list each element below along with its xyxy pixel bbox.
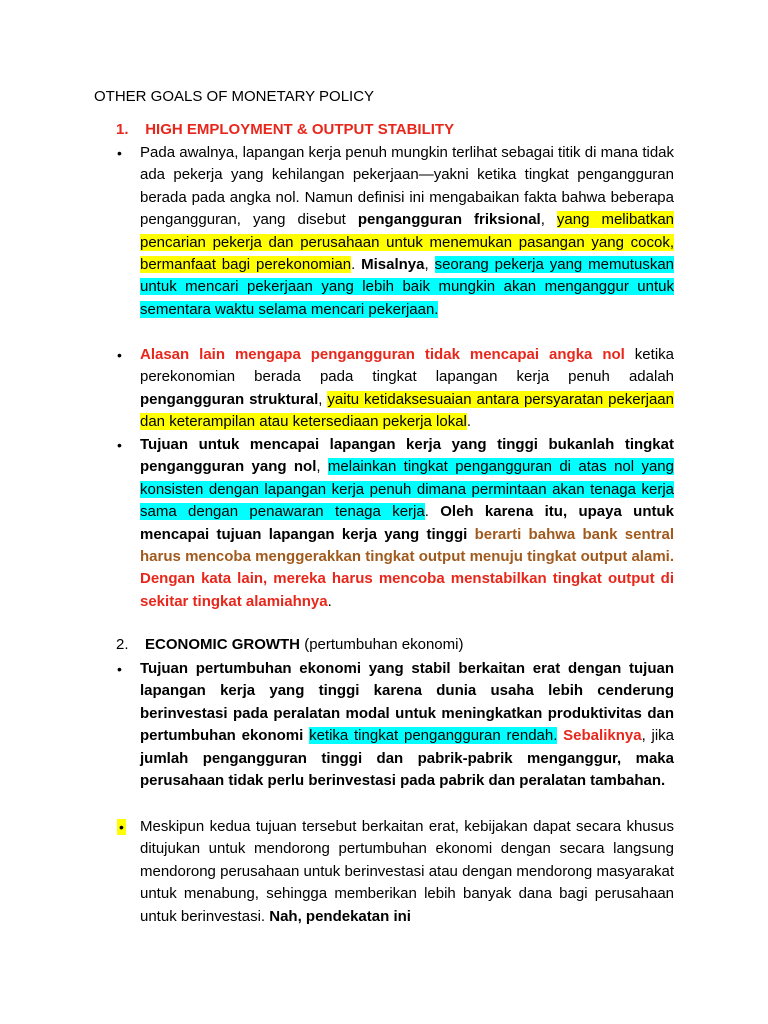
text-run: , — [540, 211, 557, 229]
text-bold: Tujuan pertumbuhan ekonomi yang stabil berkaitan erat dengan tujuan lapangan kerja yang tinggi karena dunia usaha lebih cenderung berinvestasi pada peralatan modal untuk meningkatkan produktivitas dan pertumbuhan ekonomi — [140, 660, 674, 745]
section-1-number: 1. — [116, 121, 129, 138]
bullet-marker: • — [117, 347, 122, 363]
bullet-marker: • — [117, 437, 122, 453]
section-2-title: ECONOMIC GROWTH — [145, 636, 301, 653]
section-1-heading — [116, 121, 454, 138]
text-run: . — [351, 256, 362, 274]
highlight-cyan: ketika tingkat pengangguran rendah. — [309, 727, 558, 745]
paragraph-frictional-unemployment — [140, 142, 674, 321]
highlight-cyan: seorang pekerja yang memutuskan untuk mencari pekerjaan yang lebih baik mungkin akan menganggur untuk sementara waktu selama mencari pekerjaan. — [140, 256, 675, 318]
text-run: . — [327, 592, 332, 610]
text-run: . — [466, 413, 472, 431]
text-bold: Nah, pendekatan ini — [269, 907, 411, 925]
bullet-symbol: • — [119, 819, 124, 835]
section-1-title: HIGH EMPLOYMENT & OUTPUT STABILITY — [145, 121, 455, 138]
text-run — [467, 526, 474, 543]
paragraph-structural-unemployment — [140, 344, 674, 434]
section-2-heading — [116, 636, 463, 653]
text-run: , — [318, 390, 328, 408]
paragraph-economic-growth — [140, 658, 674, 792]
text-red-bold: Alasan lain mengapa pengangguran tidak mencapai angka nol — [140, 346, 625, 363]
paragraph-high-employment-goal — [140, 434, 674, 613]
highlight-yellow: yaitu ketidaksesuaian antara persyaratan pekerjaan dan keterampilan atau ketersediaan pekerja lokal — [140, 390, 674, 431]
text-run: , jika — [641, 727, 675, 745]
bullet-marker: • — [117, 661, 122, 677]
document-title: OTHER GOALS OF MONETARY POLICY — [94, 88, 375, 105]
text-bold: jumlah pengangguran tinggi dan pabrik-pabrik menganggur, maka perusahaan tidak perlu berinvestasi pada pabrik dan peralatan tambahan. — [140, 749, 674, 790]
text-run: Pada awalnya, lapangan kerja penuh mungkin terlihat sebagai titik di mana tidak ada pekerja yang kehilangan pekerjaan—yakni ketika tingkat pengangguran berada pada angka nol. Namun definisi ini mengabaikan fakta bahwa beberapa pengangguran, yang disebut — [140, 144, 674, 229]
highlight-yellow: yang melibatkan pencarian pekerja dan perusahaan untuk menemukan pasangan yang cocok, bermanfaat bagi perekonomian — [140, 211, 674, 274]
text-run: ketika perekonomian berada pada tingkat lapangan kerja penuh adalah — [140, 346, 674, 386]
text-run: , — [424, 256, 435, 274]
section-2-number: 2. — [116, 636, 129, 653]
bullet-marker: • — [117, 145, 122, 161]
term-frictional: pengangguran friksional — [357, 211, 541, 229]
term-misalnya: Misalnya — [361, 256, 425, 274]
term-structural: pengangguran struktural — [140, 390, 319, 408]
paragraph-policy-investment — [140, 816, 674, 928]
bullet-marker-highlighted — [117, 816, 126, 838]
text-bold: Tujuan untuk mencapai lapangan kerja yang tinggi bukanlah tingkat pengangguran yang nol — [140, 436, 674, 476]
text-run: Meskipun kedua tujuan tersebut berkaitan erat, kebijakan dapat secara khusus ditujukan untuk mendorong pertumbuhan ekonomi dengan secara langsung mendorong perusahaan untuk berinvestasi atau dengan mendorong masyarakat untuk menabung, sehingga memberikan lebih banyak dana bagi perusahaan untuk berinvestasi. — [140, 818, 674, 925]
text-bold: Oleh karena itu, upaya untuk mencapai tujuan lapangan kerja yang tinggi — [140, 503, 674, 543]
text-run: , — [316, 458, 328, 476]
text-brown-bold: berarti bahwa bank sentral harus mencoba menggerakkan tingkat output menuju tingkat output alami. — [140, 525, 674, 566]
text-red-bold: Sebaliknya — [563, 727, 642, 745]
section-2-title-suffix: (pertumbuhan ekonomi) — [300, 636, 464, 653]
highlight-cyan: melainkan tingkat pengangguran di atas nol yang konsisten dengan lapangan kerja penuh dimana permintaan akan tenaga kerja sama dengan penawaran tenaga kerja — [140, 458, 674, 521]
text-run: . — [424, 503, 441, 521]
text-red-bold: Dengan kata lain, mereka harus mencoba menstabilkan tingkat output di sekitar tingkat alamiahnya — [140, 570, 674, 610]
